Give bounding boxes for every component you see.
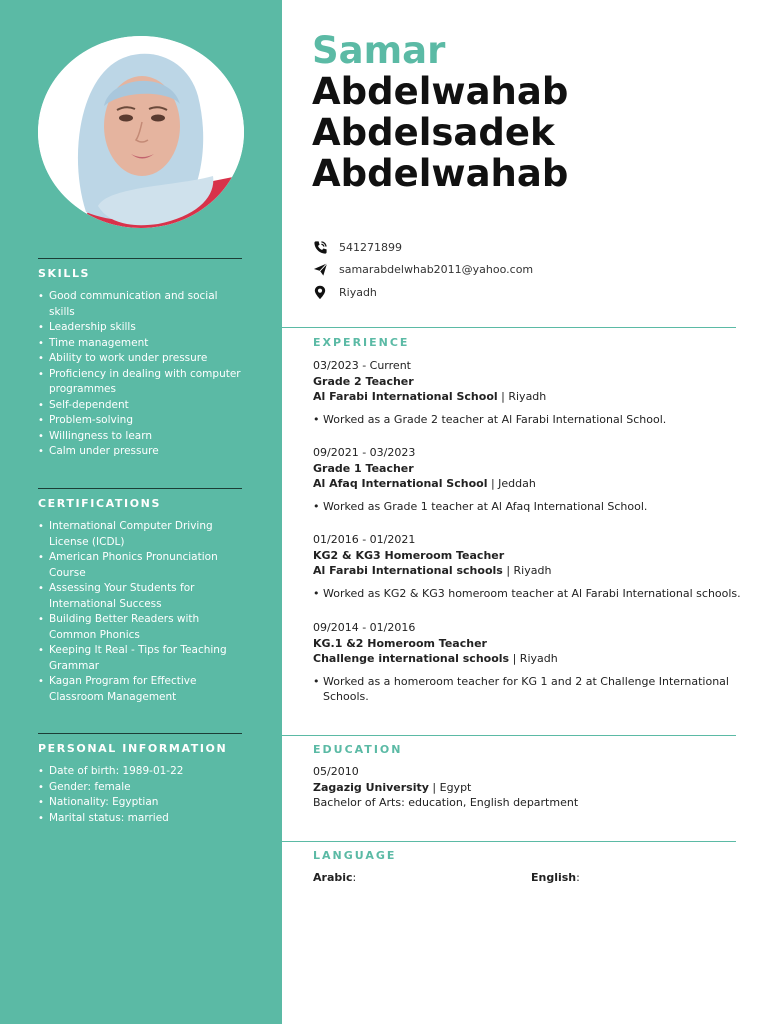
list-item: • Gender: female bbox=[38, 780, 242, 796]
list-item: • Nationality: Egyptian bbox=[38, 795, 242, 811]
email-address: samarabdelwhab2011@yahoo.com bbox=[339, 263, 534, 277]
contact-email bbox=[312, 259, 533, 282]
list-item: • Assessing Your Students for International Success bbox=[38, 581, 242, 612]
list-item: • American Phonics Pronunciation Course bbox=[38, 550, 242, 581]
language-item: English: bbox=[531, 871, 580, 884]
job-dates: 09/2021 - 03/2023 bbox=[313, 446, 416, 459]
job-organization: Al Farabi International schools | Riyadh bbox=[313, 564, 552, 577]
education-entry bbox=[313, 764, 743, 811]
job-entry bbox=[313, 620, 743, 705]
job-entry bbox=[313, 445, 743, 514]
list-item: • Self-dependent bbox=[38, 398, 242, 414]
list-item: • Building Better Readers with Common Phonics bbox=[38, 612, 242, 643]
list-item: • Ability to work under pressure bbox=[38, 351, 242, 367]
phone-number: 541271899 bbox=[339, 240, 402, 254]
certifications-list bbox=[38, 519, 242, 705]
skills-section bbox=[38, 258, 242, 460]
list-item: • Keeping It Real - Tips for Teaching Grammar bbox=[38, 643, 242, 674]
job-bullet: • Worked as a Grade 2 teacher at Al Farabi International School. bbox=[313, 412, 743, 428]
list-item: • Proficiency in dealing with computer programmes bbox=[38, 367, 242, 398]
education-institution: Zagazig University | Egypt bbox=[313, 780, 472, 794]
job-bullet: • Worked as Grade 1 teacher at Al Afaq International School. bbox=[313, 499, 743, 515]
job-entry bbox=[313, 532, 743, 601]
experience-title: EXPERIENCE bbox=[313, 336, 410, 349]
name-line: Abdelsadek bbox=[312, 111, 555, 154]
job-dates: 01/2016 - 01/2021 bbox=[313, 533, 416, 546]
education-place: Egypt bbox=[439, 780, 472, 794]
job-organization: Challenge international schools | Riyadh bbox=[313, 652, 558, 665]
send-icon bbox=[312, 262, 328, 278]
list-item: • Date of birth: 1989-01-22 bbox=[38, 764, 242, 780]
job-role: Grade 2 Teacher bbox=[313, 374, 414, 388]
list-item: • Willingness to learn bbox=[38, 429, 242, 445]
list-item: • International Computer Driving License (ICDL) bbox=[38, 519, 242, 550]
skills-list bbox=[38, 289, 242, 460]
education-divider bbox=[282, 735, 736, 736]
language-title: LANGUAGE bbox=[313, 849, 397, 862]
job-employer: Al Afaq International School bbox=[313, 477, 488, 490]
portrait-image bbox=[38, 36, 244, 228]
phone-icon bbox=[312, 239, 328, 255]
personal-information-section bbox=[38, 733, 242, 826]
language-divider bbox=[282, 841, 736, 842]
first-name: Samar bbox=[312, 29, 446, 72]
experience-divider bbox=[282, 327, 736, 328]
job-dates: 03/2023 - Current bbox=[313, 359, 411, 372]
list-item: • Calm under pressure bbox=[38, 444, 242, 460]
job-entry bbox=[313, 358, 743, 427]
contact-block bbox=[312, 236, 533, 304]
job-bullet: • Worked as a homeroom teacher for KG 1 and 2 at Challenge International Schools. bbox=[313, 674, 743, 705]
personal-information-divider bbox=[38, 733, 242, 734]
skills-title: SKILLS bbox=[38, 267, 91, 280]
contact-phone bbox=[312, 236, 533, 259]
contact-location bbox=[312, 281, 533, 304]
certifications-divider bbox=[38, 488, 242, 489]
name-line: Abdelwahab bbox=[312, 152, 569, 195]
language-name: English bbox=[531, 871, 577, 884]
job-employer: Al Farabi International School bbox=[313, 390, 498, 403]
job-bullet: • Worked as KG2 & KG3 homeroom teacher at Al Farabi International schools. bbox=[313, 586, 743, 602]
profile-photo bbox=[38, 36, 244, 228]
personal-information-list bbox=[38, 764, 242, 826]
sidebar bbox=[0, 0, 282, 1024]
skills-divider bbox=[38, 258, 242, 259]
job-dates: 09/2014 - 01/2016 bbox=[313, 621, 416, 634]
job-place: Riyadh bbox=[508, 390, 547, 403]
personal-information-title: PERSONAL INFORMATION bbox=[38, 742, 228, 755]
name-line: Abdelwahab bbox=[312, 70, 569, 113]
location-text: Riyadh bbox=[339, 285, 377, 299]
education-title: EDUCATION bbox=[313, 743, 403, 756]
job-role: KG2 & KG3 Homeroom Teacher bbox=[313, 548, 505, 562]
job-employer: Challenge international schools bbox=[313, 652, 510, 665]
location-pin-icon bbox=[312, 284, 328, 300]
job-role: KG.1 &2 Homeroom Teacher bbox=[313, 636, 487, 650]
job-role: Grade 1 Teacher bbox=[313, 461, 414, 475]
job-place: Jeddah bbox=[498, 477, 536, 490]
list-item: • Marital status: married bbox=[38, 811, 242, 827]
job-employer: Al Farabi International schools bbox=[313, 564, 503, 577]
language-name: Arabic bbox=[313, 871, 353, 884]
certifications-section bbox=[38, 488, 242, 705]
education-degree: Bachelor of Arts: education, English department bbox=[313, 796, 579, 809]
list-item: • Leadership skills bbox=[38, 320, 242, 336]
job-organization: Al Farabi International School | Riyadh bbox=[313, 390, 547, 403]
language-item: Arabic: bbox=[313, 871, 357, 884]
education-school: Zagazig University bbox=[313, 780, 429, 794]
certifications-title: CERTIFICATIONS bbox=[38, 497, 161, 510]
candidate-name bbox=[312, 30, 752, 194]
list-item: • Problem-solving bbox=[38, 413, 242, 429]
job-place: Riyadh bbox=[519, 652, 558, 665]
education-date: 05/2010 bbox=[313, 765, 359, 778]
list-item: • Time management bbox=[38, 336, 242, 352]
job-place: Riyadh bbox=[513, 564, 552, 577]
list-item: • Good communication and social skills bbox=[38, 289, 242, 320]
job-organization: Al Afaq International School | Jeddah bbox=[313, 477, 536, 490]
list-item: • Kagan Program for Effective Classroom Management bbox=[38, 674, 242, 705]
